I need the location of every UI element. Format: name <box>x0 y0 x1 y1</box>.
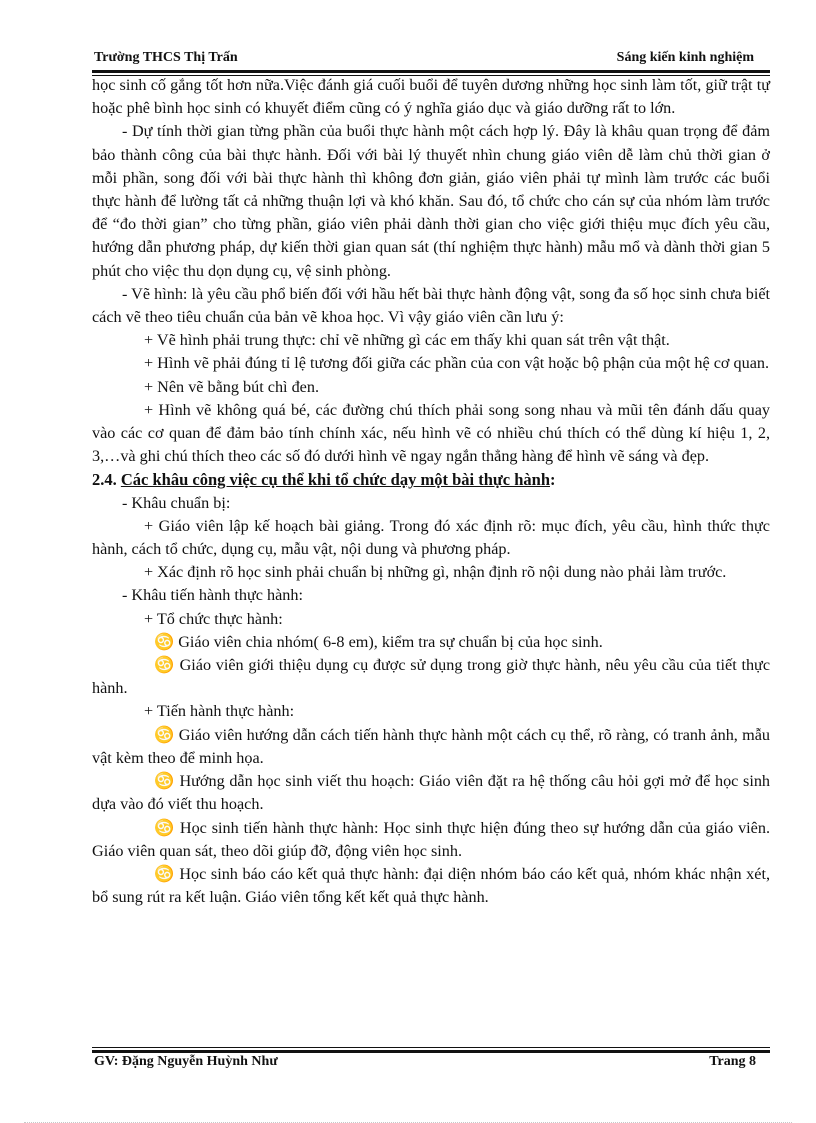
paragraph: + Xác định rõ học sinh phải chuẩn bị những gì, nhận định rõ nội dung nào phải làm trước. <box>144 563 727 582</box>
section-colon: : <box>550 470 556 490</box>
bullet-icon: ♋ <box>154 818 175 837</box>
page-number: Trang 8 <box>709 1054 756 1069</box>
paragraph: - Dự tính thời gian từng phần của buổi thực hành một cách hợp lý. Đây là khâu quan trọng để đảm bảo thành công của bài thực hành. Đối với bài lý thuyết nhìn chung giáo viên dễ làm chủ thời gian ở mỗi phần, song đối với bài thực hành thì không đơn giản, giáo viên phải tự mình làm trước các buổi thực hành để lường tất cả những thuận lợi và khó khăn. Sau đó, tổ chức cho cán sự của nhóm làm trước để “đo thời gian” cho từng phần, giáo viên phải dành thời gian cho việc giới thiệu mục đích yêu cầu, hướng dẫn phương pháp, dự kiến thời gian quan sát (thí nghiệm thực hành) mẫu mổ và dành thời gian 5 phút cho việc thu dọn dụng cụ, vệ sinh phòng. <box>92 122 770 280</box>
paragraph: + Tổ chức thực hành: <box>144 609 283 628</box>
bullet-item <box>92 817 770 863</box>
bullet-item <box>92 770 770 816</box>
footer-author: GV: Đặng Nguyễn Huỳnh Như <box>94 1054 278 1069</box>
bullet-text: Học sinh báo cáo kết quả thực hành: đại diện nhóm báo cáo kết quả, nhóm khác nhận xét, bổ sung rút ra kết luận. Giáo viên tổng kết kết quả thực hành. <box>92 864 770 907</box>
bullet-item <box>92 631 770 654</box>
bullet-icon: ♋ <box>154 656 175 675</box>
bullet-text: Giáo viên chia nhóm( 6-8 em), kiểm tra sự chuẩn bị của học sinh. <box>178 632 603 651</box>
paragraph: + Tiến hành thực hành: <box>144 702 295 721</box>
footer-rule <box>92 1047 770 1053</box>
paragraph: + Vẽ hình phải trung thực: chỉ vẽ những gì các em thấy khi quan sát trên vật thật. <box>144 331 670 350</box>
bullet-item <box>92 724 770 770</box>
body-text <box>92 74 770 909</box>
paragraph: + Hình vẽ phải đúng tỉ lệ tương đối giữa các phần của con vật hoặc bộ phận của một hệ cơ quan. <box>144 354 770 373</box>
bullet-item <box>92 654 770 700</box>
paragraph: - Vẽ hình: là yêu cầu phổ biến đối với hầu hết bài thực hành động vật, song đa số học sinh chưa biết cách vẽ theo tiêu chuẩn của bản vẽ khoa học. Vì vậy giáo viên cần lưu ý: <box>92 284 770 327</box>
section-title: Các khâu công việc cụ thể khi tổ chức dạy một bài thực hành <box>120 470 551 490</box>
paragraph: - Khâu tiến hành thực hành: <box>122 586 303 605</box>
bullet-item <box>92 863 770 909</box>
page-footer <box>92 1054 770 1078</box>
bullet-icon: ♋ <box>154 864 175 883</box>
paragraph: - Khâu chuẩn bị: <box>122 493 231 512</box>
page-header <box>92 46 754 70</box>
paragraph: học sinh cố gắng tốt hơn nữa.Việc đánh giá cuối buổi để tuyên dương những học sinh làm tốt, giữ trật tự hoặc phê bình học sinh có khuyết điểm cũng có ý nghĩa giáo dục và giáo dưỡng rất to lớn. <box>92 76 770 118</box>
bullet-text: Hướng dẫn học sinh viết thu hoạch: Giáo viên đặt ra hệ thống câu hỏi gợi mở để học sinh dựa vào đó viết thu hoạch. <box>92 772 771 814</box>
section-heading <box>92 468 770 491</box>
bullet-icon: ♋ <box>154 632 175 651</box>
header-school: Trường THCS Thị Trấn <box>94 50 238 65</box>
paragraph: + Nên vẽ bằng bút chì đen. <box>144 377 320 396</box>
bullet-text: Giáo viên hướng dẫn cách tiến hành thực hành một cách cụ thể, rõ ràng, có tranh ảnh, mẫu vật kèm theo để minh họa. <box>92 725 771 767</box>
bullet-icon: ♋ <box>154 725 175 744</box>
section-number: 2.4. <box>92 470 121 490</box>
bullet-text: Học sinh tiến hành thực hành: Học sinh thực hiện đúng theo sự hướng dẫn của giáo viên. Giáo viên quan sát, theo dõi giúp đỡ, động viên học sinh. <box>92 818 771 860</box>
header-doc-type: Sáng kiến kinh nghiệm <box>616 50 754 65</box>
paragraph: + Giáo viên lập kế hoạch bài giảng. Trong đó xác định rõ: mục đích, yêu cầu, hình thức thực hành, cách tổ chức, dụng cụ, mẫu vật, nội dung và phương pháp. <box>92 516 770 559</box>
paragraph: + Hình vẽ không quá bé, các đường chú thích phải song song nhau và mũi tên đánh dấu quay vào các cơ quan để đảm bảo tính chính xác, nếu hình vẽ có nhiều chú thích có thể dùng kí hiệu 1, 2, 3,…và ghi chú thích theo các số đó dưới hình vẽ ngay ngắn thẳng hàng để hình vẽ sáng và đẹp. <box>92 400 770 466</box>
bullet-text: Giáo viên giới thiệu dụng cụ được sử dụng trong giờ thực hành, nêu yêu cầu của tiết thực hành. <box>92 656 771 698</box>
bullet-icon: ♋ <box>154 772 175 791</box>
